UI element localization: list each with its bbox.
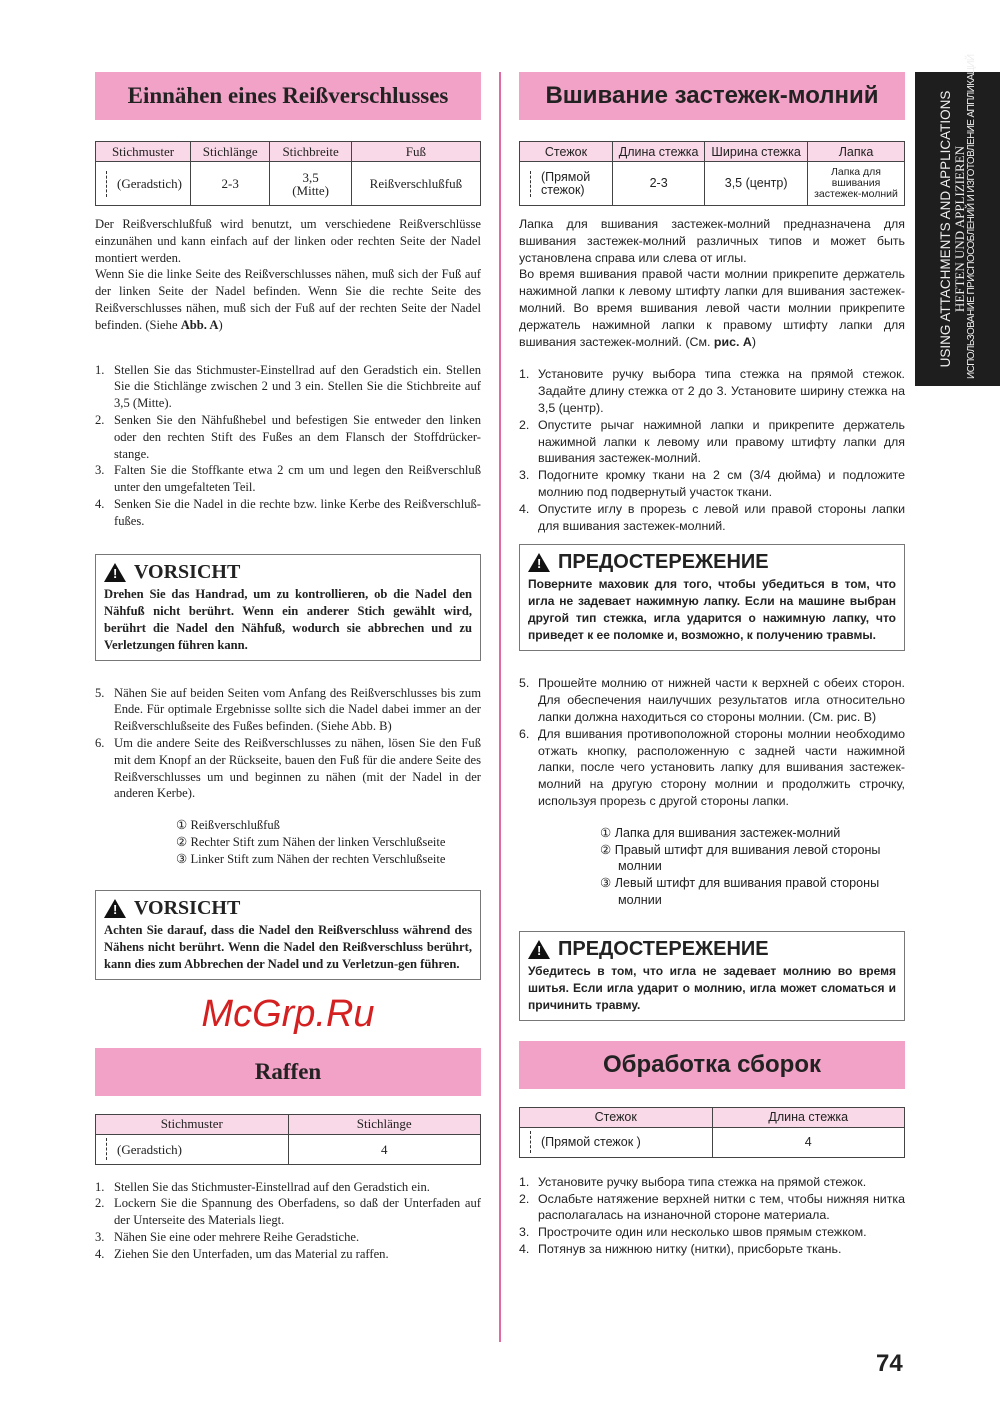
zipper-steps2-de xyxy=(95,685,481,803)
list-item: 4. Опустите иглу в прорезь с левой или правой стороны лапки для вшивания застежек-молний. xyxy=(519,501,905,533)
caution-text: Achten Sie darauf, dass die Nadel den Reißverschluss während des Nähens nicht berührt. Wenn die Nadel den Reißverschluss berührt, kann dies zum Abbrechen der Nadel und zu Verletzun-gen führen. xyxy=(104,922,472,971)
table-cell: 3,5 xyxy=(302,169,319,185)
straight-stitch-icon xyxy=(106,171,107,197)
gathering-steps-de xyxy=(95,1179,481,1263)
table-cell: 3,5 (центр) xyxy=(705,162,808,206)
intro-de xyxy=(95,216,481,334)
zipper-settings-table-de xyxy=(95,141,481,206)
list-item: 1. Stellen Sie das Stichmuster-Einstellrad auf den Geradstich ein. xyxy=(95,1179,430,1194)
table-cell: (Прямой стежок ) xyxy=(541,1134,641,1149)
list-item: 3. Nähen Sie eine oder mehrere Reihe Geradstiche. xyxy=(95,1229,360,1244)
caution-title: VORSICHT xyxy=(134,896,241,919)
list-item: 5. Nähen Sie auf beiden Seiten vom Anfang des Reißverschlusses bis zum Ende. Für optimale Ergebnisse sollte sich die Nadel dabei immer an der Reißverschlußseite des Fußes befinden. (Siehe Abb. B) xyxy=(95,685,481,734)
warning-icon xyxy=(528,553,550,572)
figure-legend-ru: ① Лапка для вшивания застежек-молний ② Правый штифт для вшивания левой стороны молнии ③ Левый штифт для вшивания правой стороны молнии xyxy=(600,825,881,907)
caution-box-1-de xyxy=(95,554,481,661)
list-item: 6. Для вшивания противоположной стороны молнии необходимо отжать кнопку, расположенную с задней части нажимной лапки, после чего установить лапку для вшивания застежек-молний на другую сторону молнии и продолжить строчку, используя прорезь с другой стороны лапки. xyxy=(519,726,905,808)
table-cell: 4 xyxy=(712,1127,905,1157)
table-cell: (Прямой стежок) xyxy=(541,169,591,197)
table-header: Длина стежка xyxy=(712,1107,905,1127)
caution-box-1-ru xyxy=(519,544,905,651)
section-side-tab xyxy=(915,54,1000,386)
figure-ref: рис. А xyxy=(713,334,752,349)
table-header: Ширина стежка xyxy=(705,142,808,162)
table-cell: (Mitte) xyxy=(292,182,330,198)
table-header: Лапка xyxy=(808,142,905,162)
list-item: 4. Senken Sie die Nadel in die rechte bzw. linke Kerbe des Reißverschluß-fußes. xyxy=(95,496,481,528)
caution-title: VORSICHT xyxy=(134,560,241,583)
straight-stitch-icon xyxy=(530,1131,531,1153)
intro-paragraph: Во время вшивания правой части молнии прикрепите держатель нажимной лапки к левому штифту лапки для вшивания застежек-молний. Во время вшивания левой части молнии прикрепите держатель нажимной лапки к правому штифту лапки для вшивания застежек-молний. (См. рис. А) xyxy=(519,267,905,349)
caution-text: Убедитесь в том, что игла не задевает молнию во время шитья. Если игла ударит о молнию, игла может сломаться и причинить травму. xyxy=(528,963,896,1012)
list-item: 2. Опустите рычаг нажимной лапки и прикрепите держатель нажимной лапки к левому или правому штифту лапки для вшивания застежек-молний. xyxy=(519,417,905,466)
list-item: 4. Потянув за нижнюю нитку (нитки), присборьте ткань. xyxy=(519,1241,842,1256)
table-header: Stichmuster xyxy=(96,142,191,162)
caution-box-2-de xyxy=(95,890,481,980)
caution-text: Поверните маховик для того, чтобы убедиться в том, что игла не задевает нажимную лапку. Если на машине выбран другой тип стежка, игла ударится о нажимную лапку, что приведет к ее поломке и, возможно, к получению травмы. xyxy=(528,577,896,643)
table-header: Стежок xyxy=(520,142,613,162)
zipper-steps-ru xyxy=(519,366,905,534)
list-item: 1. Stellen Sie das Stichmuster-Einstellrad auf den Geradstich ein. Stellen Sie die Stichlänge zwischen 2 und 3 ein. Stellen Sie die Stichbreite auf 3,5 (Mitte). xyxy=(95,362,481,411)
warning-icon xyxy=(104,899,126,918)
intro-paragraph: Лапка для вшивания застежек-молний предназначена для вшивания застежек-молний различных типов и может быть установлена справа или слева от иглы. xyxy=(519,217,905,265)
zipper-steps2-ru xyxy=(519,675,905,809)
list-item: 3. Falten Sie die Stoffkante etwa 2 cm um und legen den Reißverschluß unter den umgefalteten Teil. xyxy=(95,463,481,495)
russian-column xyxy=(519,72,905,1258)
gathering-settings-table-ru xyxy=(519,1107,905,1158)
straight-stitch-icon xyxy=(530,171,531,197)
table-cell: (Geradstich) xyxy=(117,1141,182,1157)
side-tab-en: USING ATTACHMENTS AND APPLICATIONS xyxy=(937,90,953,368)
caution-title: ПРЕДОСТЕРЕЖЕНИЕ xyxy=(558,551,769,574)
list-item: 3. Прострочите один или несколько швов прямым стежком. xyxy=(519,1225,867,1240)
list-item: 2. Ослабьте натяжение верхней нитки с тем, чтобы нижняя нитка располагалась на изнаночной стороне материала. xyxy=(519,1191,905,1223)
list-item: 2. Lockern Sie die Spannung des Oberfadens, so daß der Unterfaden auf der Unterseite des Materials liegt. xyxy=(95,1196,481,1228)
table-cell: 2-3 xyxy=(613,162,705,206)
list-item: 1. Установите ручку выбора типа стежка на прямой стежок. xyxy=(519,1174,867,1189)
caution-box-2-ru xyxy=(519,931,905,1021)
caution-text: Drehen Sie das Handrad, um zu kontrollieren, ob die Nadel den Nähfuß nicht berührt. Wenn ein anderer Stich gewählt wird, berührt die Nadel den Nähfuß, wodurch sie abbrechen und zu Verletzungen führen kann. xyxy=(104,586,472,652)
list-item: 1. Установите ручку выбора типа стежка на прямой стежок. Задайте длину стежка от 2 до 3. Установите ширину стежка на 3,5 (центр). xyxy=(519,367,905,415)
table-header: Fuß xyxy=(351,142,480,162)
zipper-title-de: Einnähen eines Reißverschlusses xyxy=(95,72,481,120)
table-header: Stichlänge xyxy=(191,142,270,162)
intro-ru xyxy=(519,216,905,350)
zipper-title-ru: Вшивание застежек-молний xyxy=(519,72,905,120)
page-number: 74 xyxy=(876,1350,903,1377)
table-header: Стежок xyxy=(520,1107,713,1127)
table-header: Stichlänge xyxy=(288,1114,481,1134)
list-item: 2. Senken Sie den Nähfußhebel und befestigen Sie entweder den linken oder den rechten Stift des Fußes an dem Flansch der Stoffdrücker-stange. xyxy=(95,412,481,461)
table-cell: (Geradstich) xyxy=(117,176,182,191)
table-header: Stichmuster xyxy=(96,1114,289,1134)
column-divider xyxy=(499,72,501,1342)
gathering-title-de: Raffen xyxy=(95,1048,481,1096)
zipper-settings-table-ru xyxy=(519,141,905,206)
zipper-steps-de xyxy=(95,362,481,530)
gathering-title-ru: Обработка сборок xyxy=(519,1041,905,1089)
figure-ref: Abb. A xyxy=(180,317,219,332)
warning-icon xyxy=(528,940,550,959)
intro-paragraph: Der Reißverschlußfuß wird benutzt, um verschiedene Reißverschlüsse einzunähen und kann einfach auf der linken oder rechten Seite der Nadel montiert werden. xyxy=(95,217,481,265)
table-header: Stichbreite xyxy=(270,142,351,162)
table-cell: 2-3 xyxy=(191,162,270,206)
list-item: 3. Подогните кромку ткани на 2 см (3/4 дюйма) и подложите молнию под подвернутый участок ткани. xyxy=(519,468,905,499)
german-column xyxy=(95,72,481,1263)
caution-title: ПРЕДОСТЕРЕЖЕНИЕ xyxy=(558,937,769,960)
warning-icon xyxy=(104,563,126,582)
figure-legend-de: ① Reißverschlußfuß ② Rechter Stift zum Nähen der linken Verschlußseite ③ Linker Stift zum Nähen der rechten Verschlußseite xyxy=(176,818,446,866)
table-cell: Лапка для вшивания застежек-молний xyxy=(808,162,905,206)
table-header: Длина стежка xyxy=(613,142,705,162)
gathering-settings-table-de xyxy=(95,1114,481,1165)
gathering-steps-ru xyxy=(519,1174,905,1258)
list-item: 4. Ziehen Sie den Unterfaden, um das Material zu raffen. xyxy=(95,1246,389,1261)
side-tab-de: HEFTEN UND APPLIZIEREN xyxy=(951,145,967,313)
side-tab-ru: ИСПОЛЬЗОВАНИЕ ПРИСПОСОБЛЕНИЙ И ИЗГОТОВЛЕНИЕ АППЛИКАЦИЙ xyxy=(965,54,977,379)
table-cell: Reißverschlußfuß xyxy=(351,162,480,206)
list-item: 5. Прошейте молнию от нижней части к верхней с обеих сторон. Для обеспечения наилучших результатов игла относительно лапки должна находиться со стороны молнии. (См. рис. B) xyxy=(519,676,905,724)
intro-paragraph: Wenn Sie die linke Seite des Reißverschlusses nähen, muß sich der Fuß auf der linken Seite der Nadel befinden. Wenn Sie die rechte Seite des Reißverschlusses nähen, muß sich der Fuß auf der rechten Seite der Nadel befinden. (Siehe Abb. A) xyxy=(95,267,481,332)
watermark: McGrp.Ru xyxy=(201,992,375,1035)
table-cell: 4 xyxy=(288,1134,481,1164)
list-item: 6. Um die andere Seite des Reißverschlusses zu nähen, lösen Sie den Fuß mit dem Knopf an der Rückseite, bauen den Fuß für die andere Seite des Reißverschlusses um und beginnen zu nähen (mit der Nadel in der anderen Kerbe). xyxy=(95,735,481,801)
straight-stitch-icon xyxy=(106,1138,107,1160)
